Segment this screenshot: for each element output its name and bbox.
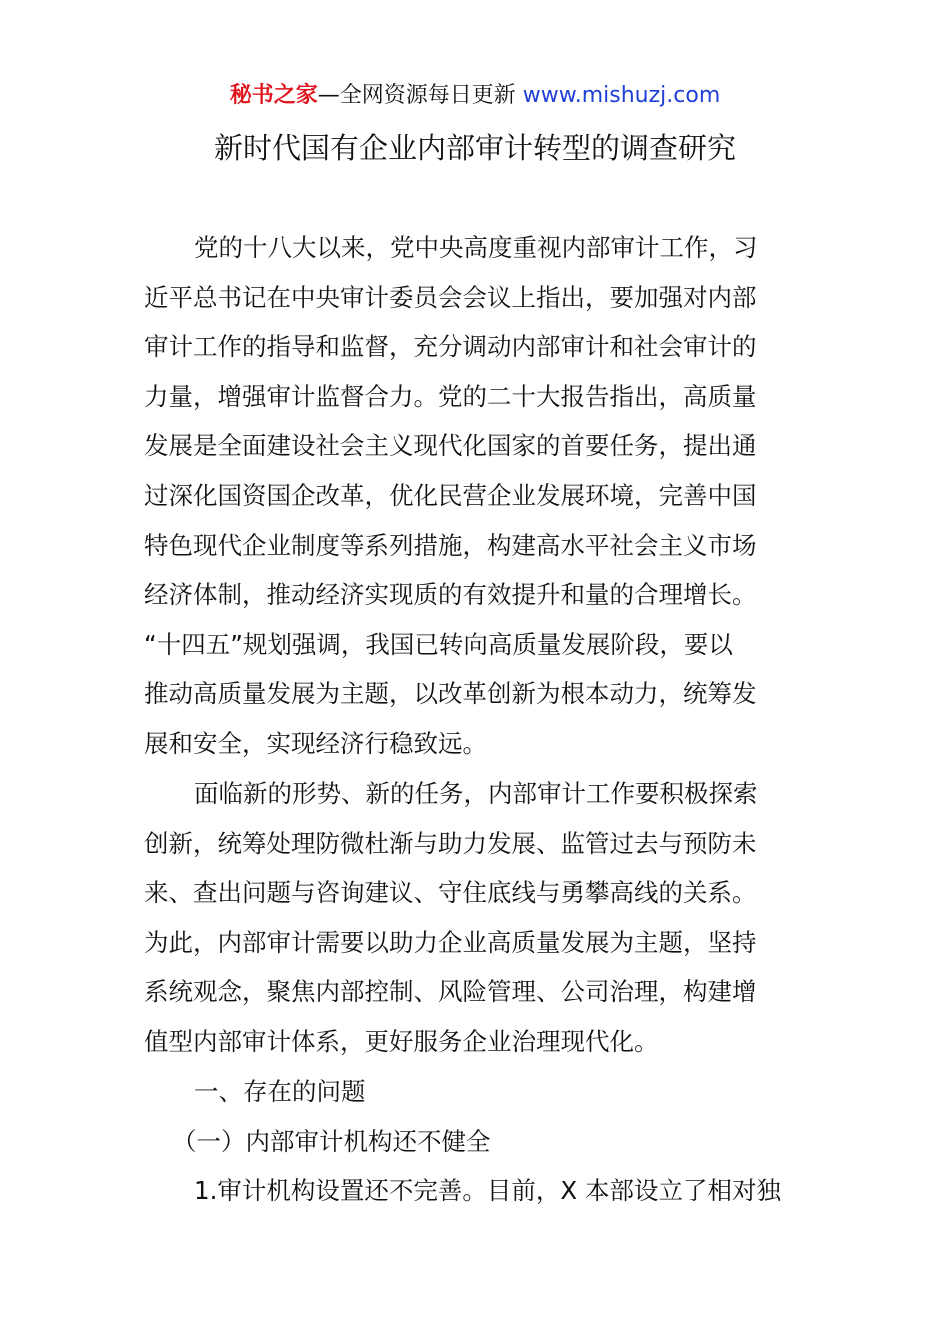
item-line: 1.审计机构设置还不完善。目前，X 本部设立了相对独 xyxy=(194,1176,781,1206)
paragraph-2 xyxy=(144,769,808,1067)
section-heading-block xyxy=(144,1067,808,1216)
paragraph-line: 发展是全面建设社会主义现代化国家的首要任务，提出通 xyxy=(144,431,757,461)
paragraph-line: 特色现代企业制度等系列措施，构建高水平社会主义市场 xyxy=(144,530,757,560)
paragraph-line: 值型内部审计体系，更好服务企业治理现代化。 xyxy=(144,1026,659,1056)
paragraph-line: 力量，增强审计监督合力。党的二十大报告指出，高质量 xyxy=(144,381,757,411)
paragraph-line: 经济体制，推动经济实现质的有效提升和量的合理增长。 xyxy=(144,580,757,610)
document-title: 新时代国有企业内部审计转型的调查研究 xyxy=(213,131,736,165)
paragraph-line: 面临新的形势、新的任务，内部审计工作要积极探索 xyxy=(194,779,758,808)
section-heading: 一、存在的问题 xyxy=(194,1077,366,1106)
paragraph-line: 党的十八大以来，党中央高度重视内部审计工作，习 xyxy=(194,233,758,262)
paragraph-1 xyxy=(144,223,808,769)
paragraph-line: 为此，内部审计需要以助力企业高质量发展为主题，坚持 xyxy=(144,927,757,957)
paragraph-line: 审计工作的指导和监督，充分调动内部审计和社会审计的 xyxy=(144,332,757,362)
brand-name: 秘书之家 xyxy=(229,83,318,108)
paragraph-line: 过深化国资国企改革，优化民营企业发展环境，完善中国 xyxy=(144,480,757,510)
paragraph-line: 近平总书记在中央审计委员会会议上指出，要加强对内部 xyxy=(144,282,757,312)
paragraph-line: 创新，统筹处理防微杜渐与助力发展、监管过去与预防未 xyxy=(144,828,757,858)
header-tagline: —全网资源每日更新 xyxy=(317,83,516,108)
paragraph-line: 来、查出问题与咨询建议、守住底线与勇攀高线的关系。 xyxy=(144,878,757,908)
subsection-heading: （一）内部审计机构还不健全 xyxy=(172,1126,491,1156)
site-header xyxy=(0,80,950,112)
paragraph-line: 系统观念，聚焦内部控制、风险管理、公司治理，构建增 xyxy=(144,977,757,1007)
paragraph-line: “十四五”规划强调，我国已转向高质量发展阶段，要以 xyxy=(144,629,733,659)
site-url: www.mishuzj.com xyxy=(522,83,721,108)
paragraph-line: 推动高质量发展为主题，以改革创新为根本动力，统筹发 xyxy=(144,679,757,709)
paragraph-line: 展和安全，实现经济行稳致远。 xyxy=(144,728,487,758)
